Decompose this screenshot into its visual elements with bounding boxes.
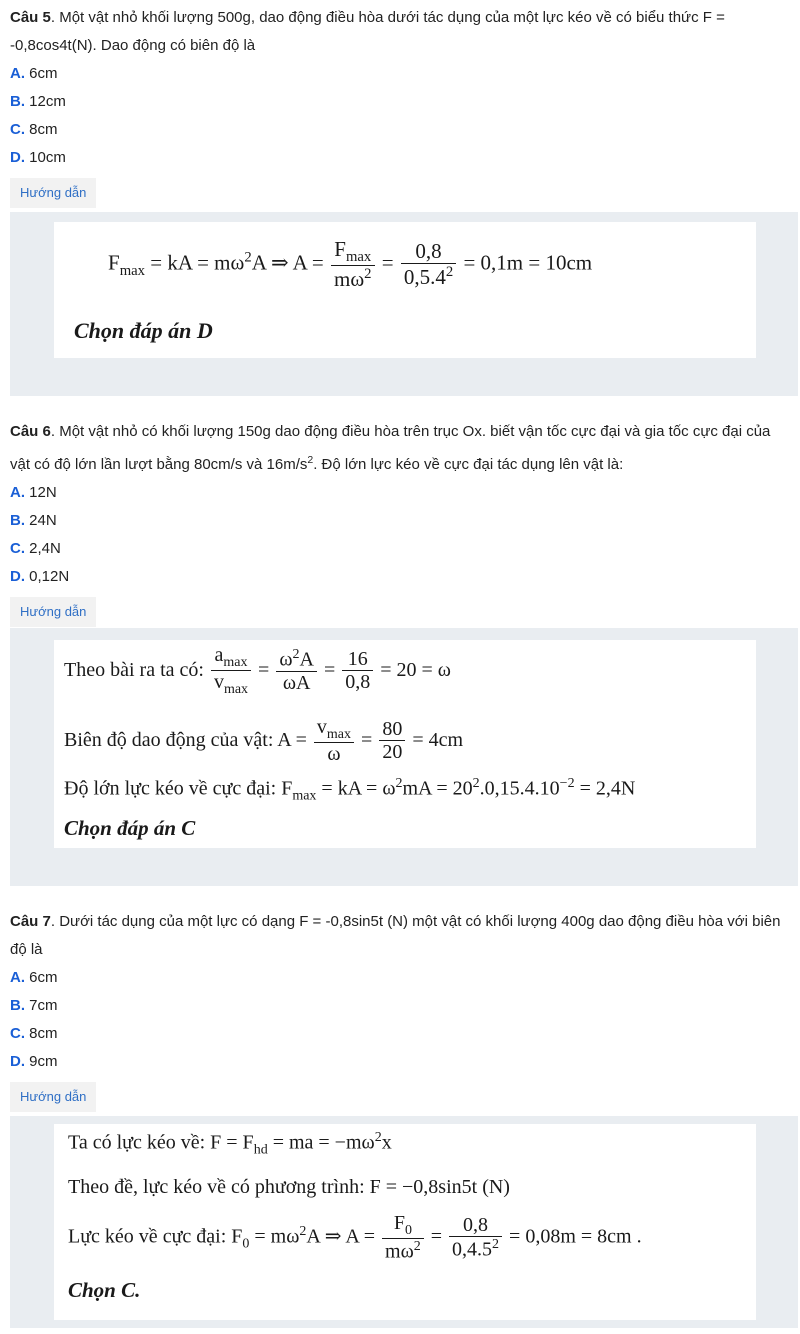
superscript: 2 <box>307 454 314 466</box>
option-letter: C. <box>10 121 25 138</box>
option-text: 24N <box>29 512 57 529</box>
question-7-number: Câu 7 <box>10 913 51 930</box>
option-text: 7cm <box>29 997 58 1014</box>
question-6 <box>10 418 792 627</box>
solution-image-7 <box>54 1124 756 1320</box>
option-text: 9cm <box>29 1053 58 1070</box>
option-d[interactable] <box>10 144 792 172</box>
solution-panel-6 <box>10 628 798 886</box>
formula-6-line-1: Theo bài ra ta có: $\frac{a_{max}}{v_{max}}$ = $\frac{\omega^2A}{\omega A}$ = $\frac{16}{0,8}$ = 20 = ω <box>64 644 451 698</box>
question-7-stem <box>10 908 792 964</box>
question-7 <box>10 908 792 1112</box>
option-d[interactable] <box>10 1048 792 1076</box>
option-letter: D. <box>10 1053 25 1070</box>
option-c[interactable] <box>10 116 792 144</box>
question-5-number: Câu 5 <box>10 9 51 26</box>
option-c[interactable] <box>10 535 792 563</box>
formula-7-line-1: Ta có lực kéo về: $F = F_{hd}$ = ma = $-m\omega^2x$ <box>68 1130 392 1158</box>
option-a[interactable] <box>10 964 792 992</box>
solution-image-5 <box>54 222 756 358</box>
question-6-stem <box>10 418 792 479</box>
option-text: 12cm <box>29 93 66 110</box>
answer-choice-6: Chọn đáp án C <box>64 816 196 840</box>
formula-5: $F_{max}$ = kA = $m\omega^2A$ ⇒ A = $\frac{F_{max}}{m\omega^2}$ = $\frac{0,8}{0,5.4^2}$ = 0,1m = 10cm <box>108 237 593 292</box>
question-6-number: Câu 6 <box>10 423 51 440</box>
solution-panel-5 <box>10 212 798 396</box>
option-letter: C. <box>10 540 25 557</box>
option-letter: D. <box>10 149 25 166</box>
question-5-text: . Một vật nhỏ khối lượng 500g, dao động điều hòa dưới tác dụng của một lực kéo về có biểu thức F = -0,8cos4t(N). Dao động có biên độ là <box>10 9 725 54</box>
option-c[interactable] <box>10 1020 792 1048</box>
solution-image-6 <box>54 640 756 848</box>
option-letter: A. <box>10 484 25 501</box>
formula-6-line-2: Biên độ dao động của vật: A = $\frac{v_{max}}{\omega}$ = $\frac{80}{20}$ = 4cm <box>64 716 464 766</box>
formula-7-line-3: Lực kéo về cực đại: $F_0 = m\omega^2A$ ⇒ A = $\frac{F_0}{m\omega^2}$ = $\frac{0,8}{0,4.5^2}$ = 0,08m = 8cm . <box>68 1212 642 1264</box>
option-letter: A. <box>10 969 25 986</box>
option-text: 8cm <box>29 1025 58 1042</box>
solution-panel-7 <box>10 1116 798 1328</box>
option-b[interactable] <box>10 88 792 116</box>
option-letter: B. <box>10 512 25 529</box>
option-b[interactable] <box>10 992 792 1020</box>
question-5-stem <box>10 4 792 60</box>
option-text: 0,12N <box>29 568 70 585</box>
question-6-text-end: . Độ lớn lực kéo về cực đại tác dụng lên vật là: <box>313 456 624 473</box>
option-a[interactable] <box>10 479 792 507</box>
option-letter: C. <box>10 1025 25 1042</box>
guide-button[interactable]: Hướng dẫn <box>10 1082 96 1112</box>
formula-6-line-3: Độ lớn lực kéo về cực đại: $F_{max}$ = kA = $\omega^2mA = 20^2.0,15.4.10^{-2} = 2,4N$ <box>64 776 636 804</box>
option-letter: A. <box>10 65 25 82</box>
option-text: 12N <box>29 484 57 501</box>
option-text: 2,4N <box>29 540 61 557</box>
guide-button[interactable]: Hướng dẫn <box>10 178 96 208</box>
option-b[interactable] <box>10 507 792 535</box>
option-text: 8cm <box>29 121 58 138</box>
option-letter: D. <box>10 568 25 585</box>
formula-7-line-2: Theo đề, lực kéo về có phương trình: F = −0,8sin5t (N) <box>68 1176 510 1198</box>
option-letter: B. <box>10 997 25 1014</box>
guide-button[interactable]: Hướng dẫn <box>10 597 96 627</box>
option-d[interactable] <box>10 563 792 591</box>
option-text: 6cm <box>29 969 58 986</box>
option-text: 10cm <box>29 149 66 166</box>
option-a[interactable] <box>10 60 792 88</box>
question-5 <box>10 4 792 208</box>
question-7-text: . Dưới tác dụng của một lực có dạng F = -0,8sin5t (N) một vật có khối lượng 400g dao động điều hòa với biên độ là <box>10 913 781 958</box>
option-letter: B. <box>10 93 25 110</box>
answer-choice-7: Chọn C. <box>68 1278 141 1302</box>
option-text: 6cm <box>29 65 58 82</box>
question-6-text: . Một vật nhỏ có khối lượng 150g dao động điều hòa trên trục Ox. biết vận tốc cực đại và gia tốc cực đại của vật có độ lớn lần lượt bằng 80cm/s và 16m/s <box>10 423 771 473</box>
answer-choice-5: Chọn đáp án D <box>74 318 213 343</box>
